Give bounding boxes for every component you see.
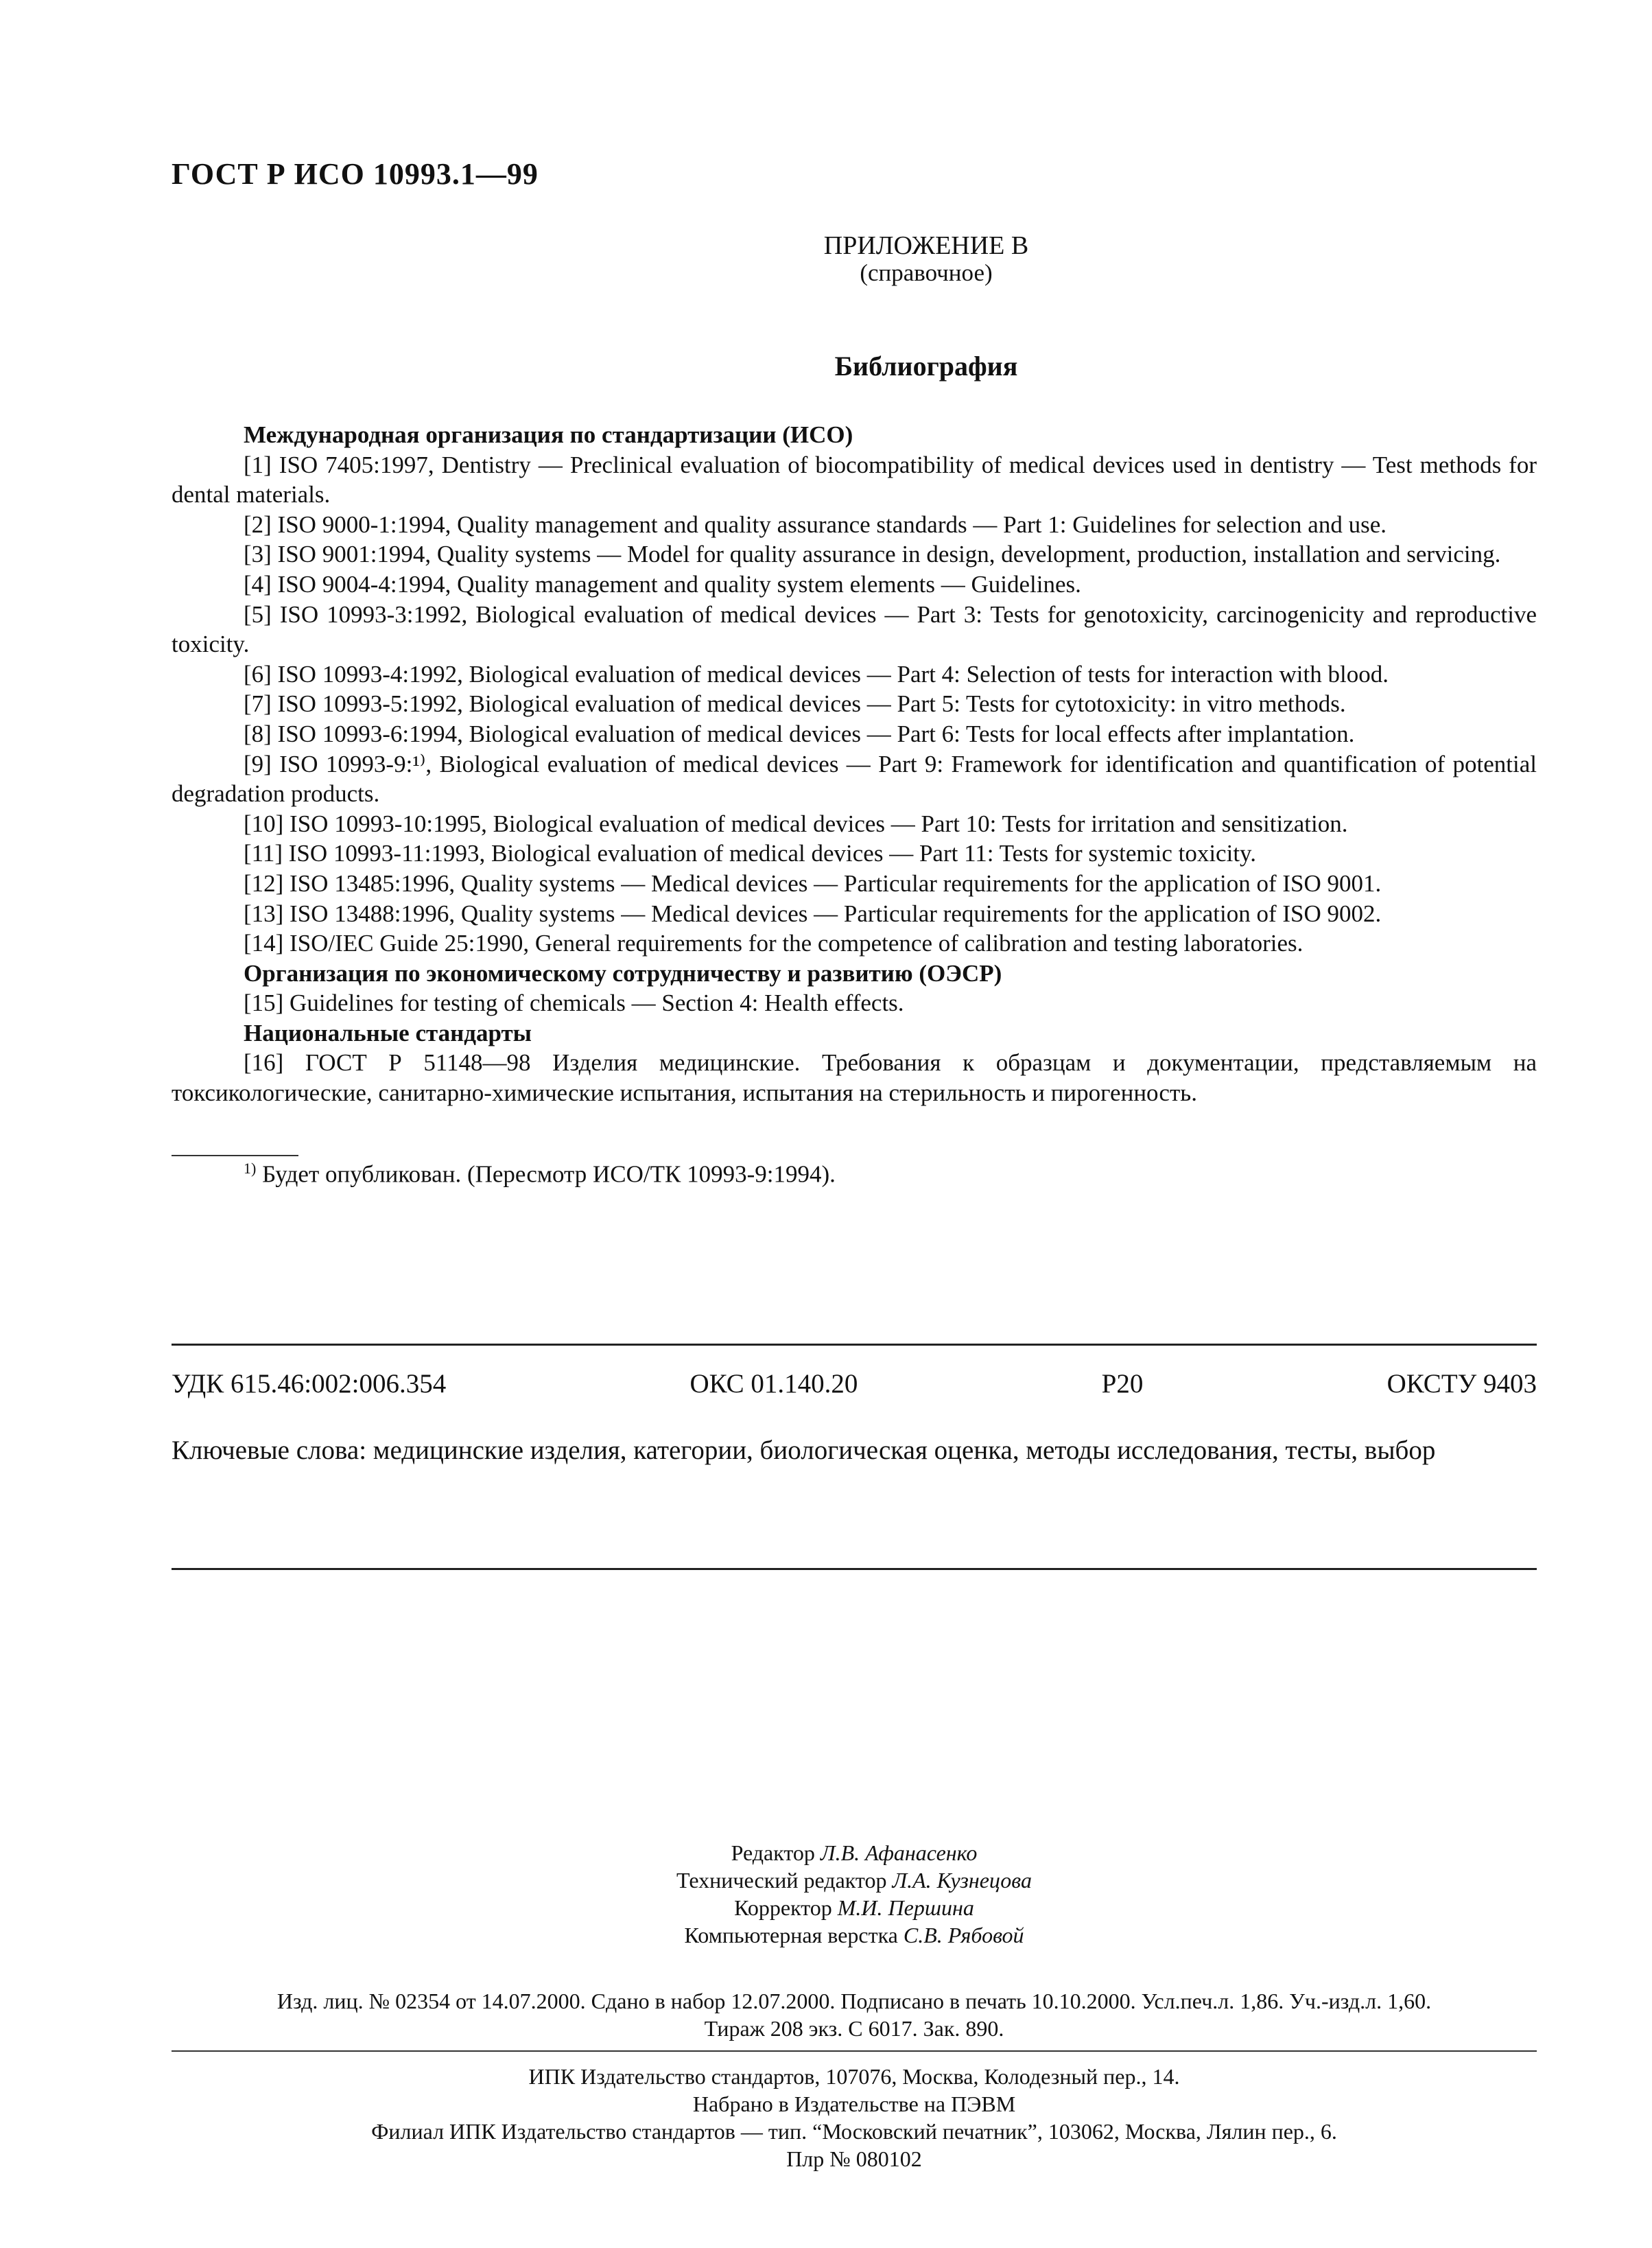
top-divider [172, 1344, 1537, 1346]
credit-name: М.И. Першина [837, 1895, 974, 1920]
oks-code: ОКС 01.140.20 [689, 1369, 858, 1398]
credit-editor [172, 1839, 1537, 1866]
credit-label: Технический редактор [676, 1868, 887, 1893]
imprint-divider [172, 2050, 1537, 2052]
section-heading: Организация по экономическому сотрудничеству и развитию (ОЭСР) [244, 959, 1002, 987]
reference-item: [8] ISO 10993-6:1994, Biological evaluation of medical devices — Part 6: Tests for local effects after implantation. [244, 720, 1355, 747]
section-heading: Национальные стандарты [244, 1019, 532, 1046]
footnote-text: Будет опубликован. (Пересмотр ИСО/ТК 10993-9:1994). [262, 1160, 836, 1188]
classification-codes [172, 1368, 1537, 1399]
section-heading: Международная организация по стандартизации (ИСО) [244, 421, 853, 448]
reference-item: [6] ISO 10993-4:1992, Biological evaluation of medical devices — Part 4: Selection of tests for interaction with blood. [244, 660, 1389, 688]
udk-code: УДК 615.46:002:006.354 [172, 1369, 447, 1398]
document-code: ГОСТ Р ИСО 10993.1—99 [172, 157, 539, 191]
reference-item: [15] Guidelines for testing of chemicals — Section 4: Health effects. [244, 990, 904, 1017]
okstu-code: ОКСТУ 9403 [1386, 1369, 1537, 1398]
r-code: Р20 [1101, 1369, 1144, 1398]
reference-item: [9] ISO 10993-9:¹⁾, Biological evaluation of medical devices — Part 9: Framework for identification and quantification of potential degradation products. [172, 750, 1537, 808]
publisher-line: Плр № 080102 [786, 2146, 922, 2171]
imprint-line: Изд. лиц. № 02354 от 14.07.2000. Сдано в набор 12.07.2000. Подписано в печать 10.10.2000. Усл.печ.л. 1,86. Уч.-изд.л. 1,60. [276, 1989, 1432, 2013]
credit-label: Компьютерная верстка [684, 1923, 898, 1947]
appendix-subtitle: (справочное) [860, 259, 993, 286]
bibliography-list [172, 420, 1537, 1108]
footnote-divider [172, 1155, 298, 1156]
bottom-divider [172, 1568, 1537, 1570]
appendix-title: ПРИЛОЖЕНИЕ В [823, 231, 1029, 260]
reference-item: [5] ISO 10993-3:1992, Biological evaluation of medical devices — Part 3: Tests for genotoxicity, carcinogenicity and reproductive toxicity. [172, 600, 1537, 658]
footnote-mark: 1) [244, 1160, 257, 1177]
reference-item: [16] ГОСТ Р 51148—98 Изделия медицинские. Требования к образцам и документации, представляемым на токсикологические, санитарно-химические испытания, испытания на стерильность и пирогенность. [172, 1049, 1537, 1107]
credit-label: Корректор [734, 1895, 832, 1920]
reference-item: [14] ISO/IEC Guide 25:1990, General requirements for the competence of calibration and testing laboratories. [244, 930, 1303, 957]
reference-item: [4] ISO 9004-4:1994, Quality management and quality system elements — Guidelines. [244, 570, 1081, 598]
reference-item: [12] ISO 13485:1996, Quality systems — Medical devices — Particular requirements for the application of ISO 9001. [244, 869, 1382, 897]
reference-item: [7] ISO 10993-5:1992, Biological evaluation of medical devices — Part 5: Tests for cytotoxicity: in vitro methods. [244, 690, 1346, 718]
reference-item: [2] ISO 9000-1:1994, Quality management and quality assurance standards — Part 1: Guidelines for selection and use. [244, 511, 1386, 538]
publisher-line: Набрано в Издательстве на ПЭВМ [692, 2092, 1016, 2116]
reference-item: [10] ISO 10993-10:1995, Biological evaluation of medical devices — Part 10: Tests for irritation and sensitization. [244, 810, 1348, 837]
credit-name: Л.А. Кузнецова [892, 1868, 1032, 1893]
credit-name: С.В. Рябовой [903, 1923, 1024, 1947]
publisher-line: ИПК Издательство стандартов, 107076, Москва, Колодезный пер., 14. [528, 2064, 1180, 2089]
reference-item: [11] ISO 10993-11:1993, Biological evaluation of medical devices — Part 11: Tests for systemic toxicity. [244, 840, 1257, 867]
publisher-line: Филиал ИПК Издательство стандартов — тип. “Московский печатник”, 103062, Москва, Лялин пер., 6. [371, 2119, 1337, 2144]
reference-item: [13] ISO 13488:1996, Quality systems — Medical devices — Particular requirements for the application of ISO 9002. [244, 900, 1382, 927]
keywords: Ключевые слова: медицинские изделия, категории, биологическая оценка, методы исследования, тесты, выбор [172, 1436, 1436, 1465]
credit-tech-editor [172, 1866, 1537, 1894]
imprint-line: Тираж 208 экз. С 6017. Зак. 890. [704, 2016, 1004, 2041]
credit-name: Л.В. Афанасенко [820, 1840, 978, 1865]
bibliography-heading: Библиография [834, 351, 1018, 382]
reference-item: [1] ISO 7405:1997, Dentistry — Preclinical evaluation of biocompatibility of medical devices used in dentistry — Test methods for dental materials. [172, 451, 1537, 508]
credit-corrector [172, 1894, 1537, 1921]
credit-layout [172, 1921, 1537, 1949]
reference-item: [3] ISO 9001:1994, Quality systems — Model for quality assurance in design, development, production, installation and servicing. [244, 541, 1501, 568]
credit-label: Редактор [731, 1840, 815, 1865]
footnote [244, 1160, 836, 1189]
